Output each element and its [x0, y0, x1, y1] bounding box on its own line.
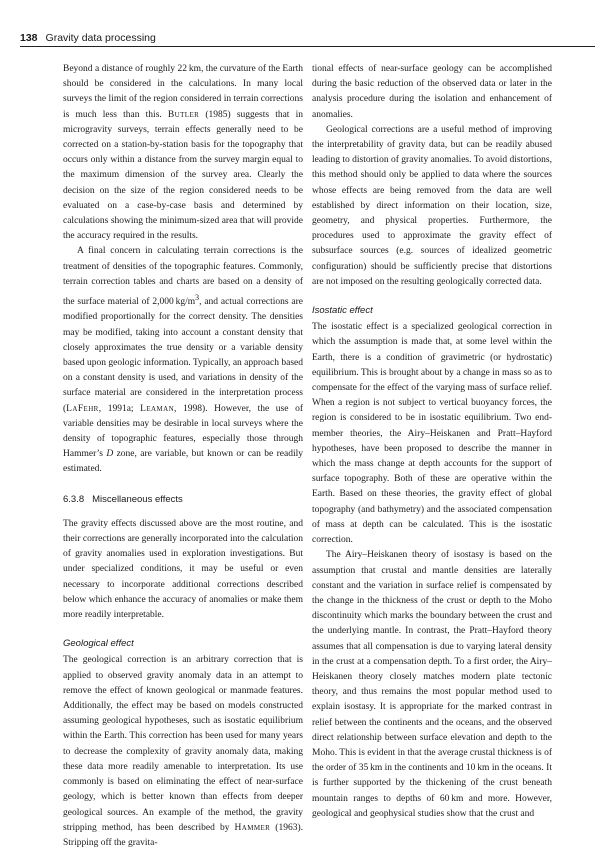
- subheading-isostatic-effect: Isostatic effect: [312, 305, 373, 317]
- header-rule: [20, 46, 595, 47]
- running-title: Gravity data processing: [45, 32, 156, 44]
- citation-butler: Butler: [167, 109, 200, 120]
- paragraph-geological-usefulness: Geological corrections are a useful method of improving the interpretability of gravity data, but can be readily abused leading to distortion of gravity anomalies. To avoid distortions, this method should only be applied to data where the sources whose effects are being removed from the data are well established by direct information on their location, size, geometry, and physical properties. Furthermore, the procedures used to approximate the gravity effect of subsurface sources (e.g. sources of idealized geometric configuration) should be sufficiently precise that distortions are not imposed on the resulting geologically corrected data.: [312, 124, 552, 287]
- running-header: [20, 31, 595, 45]
- subheading-geological-effect: Geological effect: [63, 638, 134, 650]
- paragraph-airy-heiskanen: The Airy–Heiskanen theory of isostasy is based on the assumption that crustal and mantle densities are laterally constant and the variation in surface relief is compensated by the change in the thickness of the crust or depth to the Moho discontinuity which marks the boundary between the crust and the underlying mantle. In contrast, the Pratt–Hayford theory assumes that all compensation is due to varying lateral density in the crust at a compensation depth. To a first order, the Airy–Heiskanen theory closely matches modern plate tectonic theory, and thus remains the most popular method used to explain isostasy. It is appropriate for the marked contrast in relief between the continents and the oceans, and the observed direct relationship between surface elevation and depth to the Moho. This is evident in that the average crustal thickness is of the order of 35 km in the continents and 10 km in the oceans. It is further supported by the thickening of the crust beneath mountain ranges to depths of 60 km and more. However, geological and geophysical studies show that the crust and: [312, 550, 552, 819]
- paragraph-curvature: Beyond a distance of roughly 22 km, the curvature of the Earth should be considered in the calculations. In many local surveys the limit of the region considered in terrain corrections is much less than this. Butler (1985) suggests that in microgravity surveys, terrain effects generally need to be corrected on a station-by-station basis for the topography that occurs only within a distance from the survey margin equal to the maximum dimension of the survey area. Clearly the decision on the size of the region considered needs to be evaluated on a case-by-case basis and determined by calculations showing the minimum-sized area that will provide the accuracy required in the results.: [63, 64, 303, 242]
- citation-lafehr: LaFehr: [66, 403, 99, 414]
- section-heading: 6.3.8 Miscellaneous effects: [63, 493, 183, 505]
- paragraph-misc-effects: The gravity effects discussed above are the most routine, and their corrections are generally incorporated into the calculation of gravity anomalies used in exploration investigations. But under specialized conditions, it may be useful or even necessary to incorporate additional corrections described below which enhance the accuracy of anomalies or make them more readily interpretable.: [63, 518, 303, 621]
- page-number: 138: [20, 32, 38, 44]
- citation-hammer: Hammer: [234, 822, 271, 833]
- right-column: [312, 62, 552, 822]
- paragraph-continued: tional effects of near-surface geology can be accomplished during the basic reduction of the observed data or later in the analysis procedure during the isolation and enhancement of anomalies.: [312, 64, 552, 120]
- paragraph-geological-correction: The geological correction is an arbitrary correction that is applied to observed gravity anomaly data in an attempt to remove the effect of known geological or manmade features. Additionally, the effect may be based on models constructed assuming geological hypotheses, such as isostatic equilibrium within the Earth. This correction has been used for many years to decrease the complexity of gravity anomaly data, making these data more readily amenable to interpretation. Its use commonly is based on eliminating the effect of near-surface geology, which is better known than effects from deeper geological sources. An example of the method, the gravity stripping method, has been described by Hammer (1963). Stripping off the gravita-: [63, 655, 303, 848]
- citation-leaman: Leaman: [140, 403, 175, 414]
- paragraph-isostatic-effect: The isostatic effect is a specialized geological correction in which the assumption is made that, at some level within the Earth, there is a condition of gravimetric (or hydrostatic) equilibrium. This is brought about by a change in mass so as to compensate for the effect of the varying mass of surface relief. When a region is not subject to vertical buoyancy forces, the region is considered to be in isostatic equilibrium. Two end-member theories, the Airy–Heiskanen and Pratt–Hayford hypotheses, have been proposed to describe the manner in which the mass change at depth accounts for the support of surface topography. Both of these are operative within the Earth. Based on these theories, the gravity effect of global topography (and bathymetry) and the associated compensation of mass at depth can be calculated. This is the isostatic correction.: [312, 322, 552, 546]
- paragraph-densities: A final concern in calculating terrain corrections is the treatment of densities of the topographic features. Commonly, terrain correction tables and charts are based on a density of the surface material of 2,000 $kg/m^3$, and actual corrections are modified proportionally for the correct density. The densities may be modified, taking into account a constant density that closely approximates the true density or a variable density based upon geologic information. Typically, an approach based on a constant density is used, and variations in density of the surface material are considered in the interpretation process (LaFehr, 1991a; Leaman, 1998). However, the use of variable densities may be desirable in local surveys where the density of topographic features, especially those through Hammer’s D zone, are variable, but known or can be readily estimated.: [63, 246, 304, 475]
- left-column: [63, 62, 303, 851]
